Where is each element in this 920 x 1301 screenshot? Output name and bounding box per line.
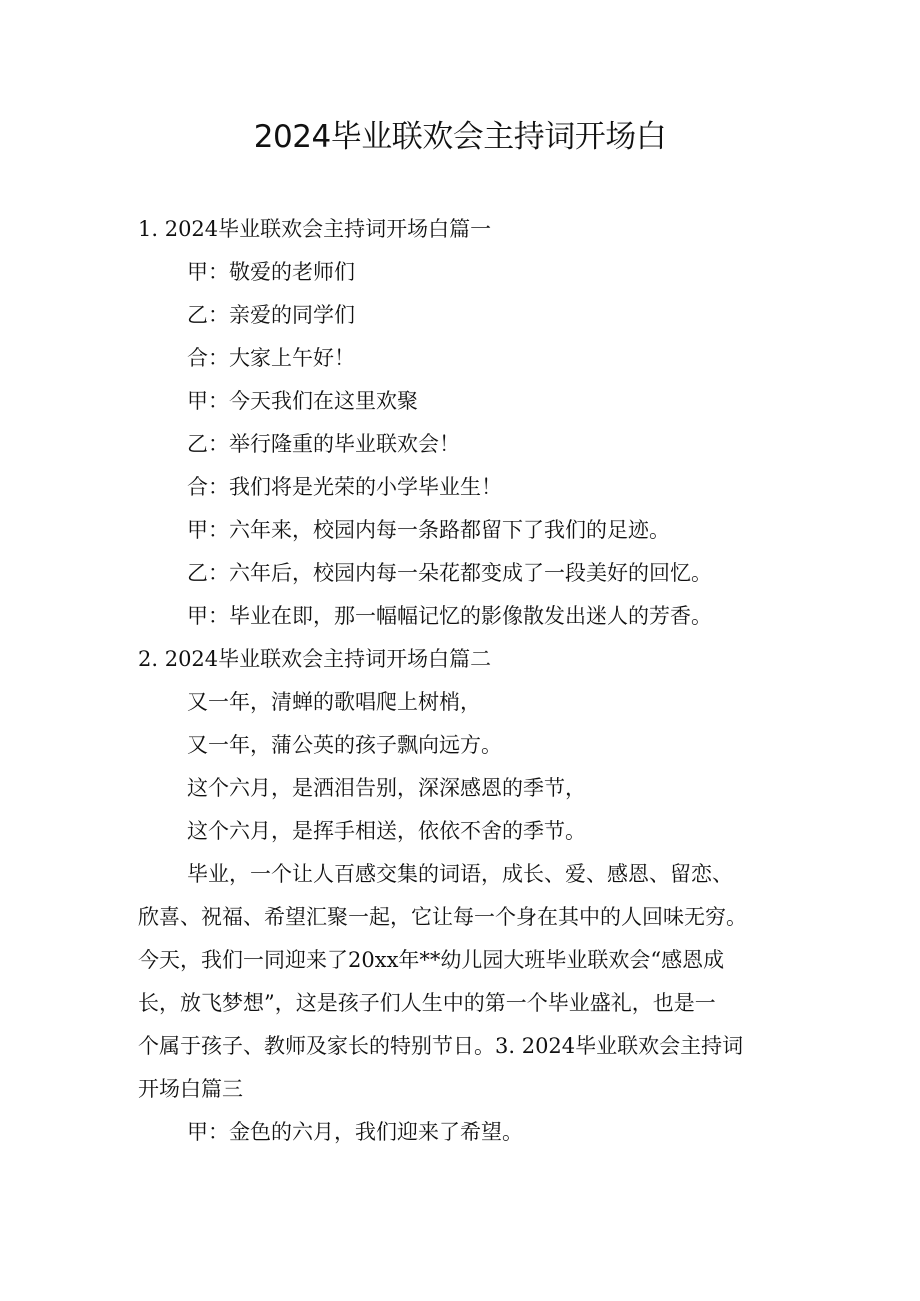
paragraph-line: 今天，我们一同迎来了20xx年**幼儿园大班毕业联欢会“感恩成 — [138, 948, 725, 972]
dialogue-line: 乙：举行隆重的毕业联欢会！ — [187, 432, 460, 456]
dialogue-line: 甲：毕业在即，那一幅幅记忆的影像散发出迷人的芳香。 — [187, 604, 712, 628]
paragraph-line: 欣喜、祝福、希望汇聚一起，它让每一个身在其中的人回味无穷。 — [138, 905, 747, 929]
poem-line: 这个六月，是洒泪告别，深深感恩的季节， — [187, 776, 586, 800]
dialogue-line: 甲：金色的六月，我们迎来了希望。 — [187, 1120, 523, 1144]
dialogue-line: 合：我们将是光荣的小学毕业生！ — [187, 475, 502, 499]
section-heading-1: 1. 2024毕业联欢会主持词开场白篇一 — [138, 217, 492, 241]
dialogue-line: 甲：敬爱的老师们 — [187, 260, 355, 284]
paragraph-line: 毕业，一个让人百感交集的词语，成长、爱、感恩、留恋、 — [187, 862, 733, 886]
poem-line: 又一年，蒲公英的孩子飘向远方。 — [187, 733, 502, 757]
paragraph-line: 个属于孩子、教师及家长的特别节日。3. 2024毕业联欢会主持词 — [138, 1034, 744, 1058]
dialogue-line: 乙：亲爱的同学们 — [187, 303, 355, 327]
paragraph-line: 开场白篇三 — [138, 1077, 243, 1101]
poem-line: 又一年，清蝉的歌唱爬上树梢， — [187, 690, 481, 714]
dialogue-line: 合：大家上午好！ — [187, 346, 355, 370]
document-title: 2024毕业联欢会主持词开场白 — [253, 119, 667, 155]
section-heading-2: 2. 2024毕业联欢会主持词开场白篇二 — [138, 647, 492, 671]
dialogue-line: 甲：今天我们在这里欢聚 — [187, 389, 418, 413]
poem-line: 这个六月，是挥手相送，依依不舍的季节。 — [187, 819, 586, 843]
dialogue-line: 甲：六年来，校园内每一条路都留下了我们的足迹。 — [187, 518, 670, 542]
paragraph-line: 长，放飞梦想”，这是孩子们人生中的第一个毕业盛礼，也是一 — [138, 991, 716, 1015]
dialogue-line: 乙：六年后，校园内每一朵花都变成了一段美好的回忆。 — [187, 561, 712, 585]
